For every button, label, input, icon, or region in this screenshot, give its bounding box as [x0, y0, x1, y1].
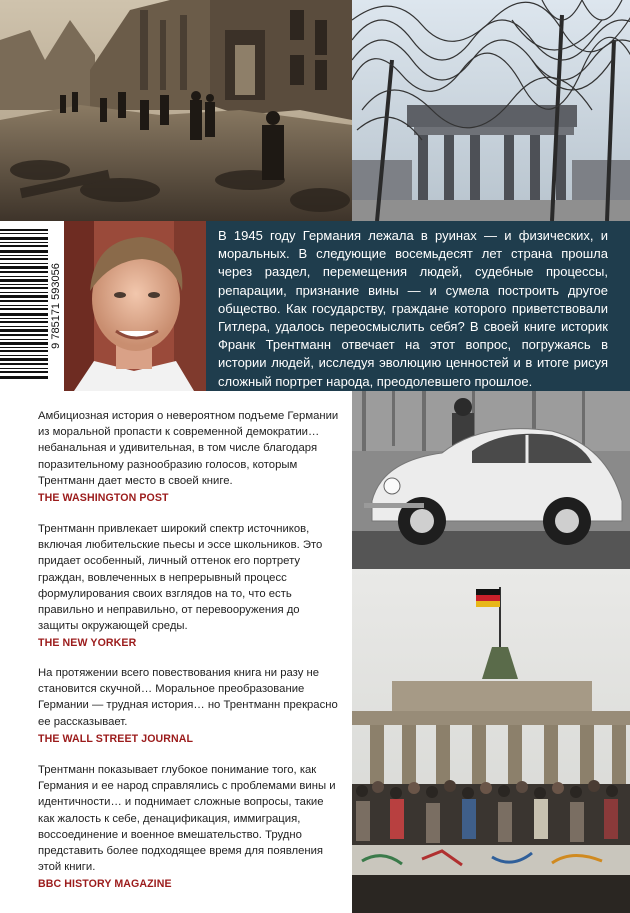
review-text: На протяжении всего повествования книга ни разу не становится скучной… Моральное преобразование Германии — трудная история… но Трентманн прекрасно ее рассказывает. — [38, 667, 338, 728]
brandenburg-gate-barbed-wire-photo — [352, 0, 630, 221]
review-text: Амбициозная история о невероятном подъеме Германии из моральной пропасти к современной демократии… небанальная и удивительная, в том числе благодаря поразительному разнообразию голосов, которым Трентманн дает место в своей книге. — [38, 410, 339, 487]
brandenburg-gate-crowd-photo — [352, 569, 630, 913]
volkswagen-beetle-photo — [352, 391, 630, 569]
author-portrait-photo — [64, 221, 206, 391]
barcode — [0, 221, 64, 391]
review-new-yorker — [38, 521, 342, 650]
intro-panel — [206, 221, 630, 391]
review-source: BBC HISTORY MAGAZINE — [38, 878, 172, 891]
barcode-number: 9 785171 593056 — [50, 263, 62, 349]
review-source: THE NEW YORKER — [38, 637, 137, 650]
ruins-photo — [0, 0, 352, 221]
intro-text: В 1945 году Германия лежала в руинах — и физических, и моральных. В следующие восемьдесят лет страна прошла через раздел, перемещения людей, судебные процессы, репарации, признание вины — и сумела построить другое общество. Как государству, граждане которого приветствовали Гитлера, удалось переосмыслить себя? В своей книге историк Франк Трентманн отвечает на этот вопрос, погружаясь в истории людей, исследуя эволюцию ценностей и в итоге рисуя сложный портрет народа, преодолевшего прошлое. — [218, 228, 608, 389]
review-bbc-history-magazine — [38, 762, 342, 891]
review-text: Трентманн показывает глубокое понимание того, как Германия и ее народ справлялись с проблемами вины и идентичности… и поднимает сложные вопросы, такие как жалость к себе, денацификация, иммиграция, воссоединение и военное вмешательство. Трудно представить более подходящее время для появления этой книги. — [38, 764, 336, 874]
review-source: THE WASHINGTON POST — [38, 492, 169, 505]
review-text: Трентманн привлекает широкий спектр источников, включая любительские пьесы и эссе школьников. Это придает особенный, личный оттенок его портрету граждан, вовлеченных в непрерывный процесс формулирования своих взглядов на то, что есть правильно и неправильно, от перевооружения до защиты окружающей среды. — [38, 523, 323, 633]
review-washington-post — [38, 408, 342, 505]
review-source: THE WALL STREET JOURNAL — [38, 732, 194, 745]
review-wall-street-journal — [38, 665, 342, 746]
